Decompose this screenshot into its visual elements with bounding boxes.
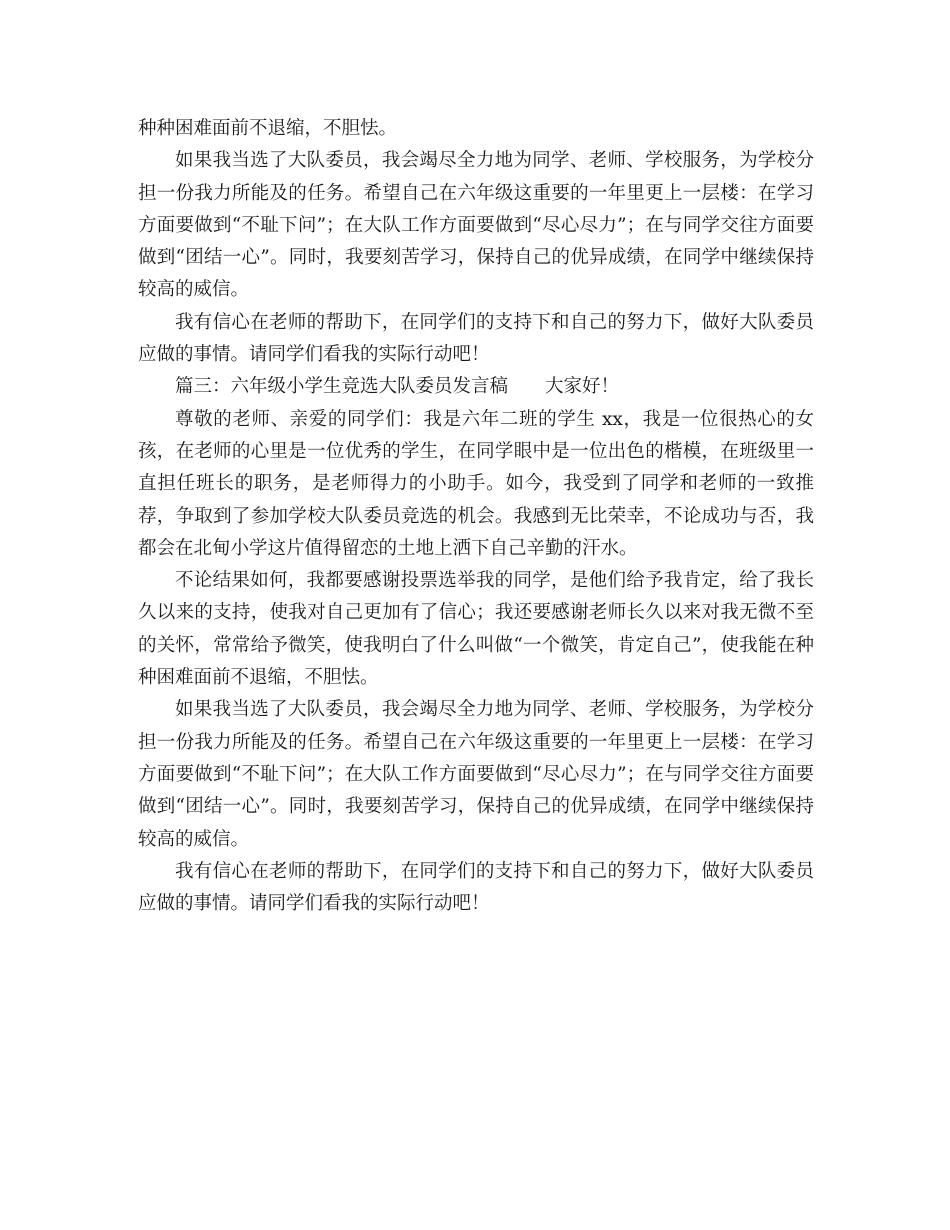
paragraph-3: 我有信心在老师的帮助下，在同学们的支持下和自己的努力下，做好大队委员应做的事情。请同学们看我的实际行动吧！: [138, 311, 814, 366]
paragraph-2: 如果我当选了大队委员，我会竭尽全力地为同学、老师、学校服务，为学校分担一份我力所能及的任务。希望自己在六年级这重要的一年里更上一层楼：在学习方面要做到“不耻下问”；在大队工作方面要做到“尽心尽力”；在与同学交往方面要做到“团结一心”。同时，我要刻苦学习，保持自己的优异成绩，在同学中继续保持较高的威信。: [138, 150, 814, 301]
paragraph-1: 种种困难面前不退缩，不胆怯。: [138, 118, 398, 139]
paragraph-8: 我有信心在老师的帮助下，在同学们的支持下和自己的努力下，做好大队委员应做的事情。请同学们看我的实际行动吧！: [138, 860, 814, 915]
section-title: 篇三：六年级小学生竞选大队委员发言稿: [175, 376, 509, 398]
paragraph-7: 如果我当选了大队委员，我会竭尽全力地为同学、老师、学校服务，为学校分担一份我力所能及的任务。希望自己在六年级这重要的一年里更上一层楼：在学习方面要做到“不耻下问”；在大队工作方面要做到“尽心尽力”；在与同学交往方面要做到“团结一心”。同时，我要刻苦学习，保持自己的优异成绩，在同学中继续保持较高的威信。: [138, 699, 814, 850]
greeting: 大家好！: [545, 376, 620, 398]
paragraph-6: 不论结果如何，我都要感谢投票选举我的同学，是他们给予我肯定，给了我长久以来的支持，使我对自己更加有了信心；我还要感谢老师长久以来对我无微不至的关怀，常常给予微笑，使我明白了什么叫做“一个微笑，肯定自己”，使我能在种种困难面前不退缩，不胆怯。: [138, 570, 814, 689]
paragraph-5: 尊敬的老师、亲爱的同学们：我是六年二班的学生 xx，我是一位很热心的女孩，在老师的心里是一位优秀的学生，在同学眼中是一位出色的楷模，在班级里一直担任班长的职务，是老师得力的小助手。如今，我受到了同学和老师的一致推荐，争取到了参加学校大队委员竞选的机会。我感到无比荣幸，不论成功与否，我都会在北甸小学这片值得留恋的土地上洒下自己辛勤的汗水。: [138, 408, 814, 559]
document-body: [138, 113, 814, 920]
section-heading: [138, 371, 814, 403]
